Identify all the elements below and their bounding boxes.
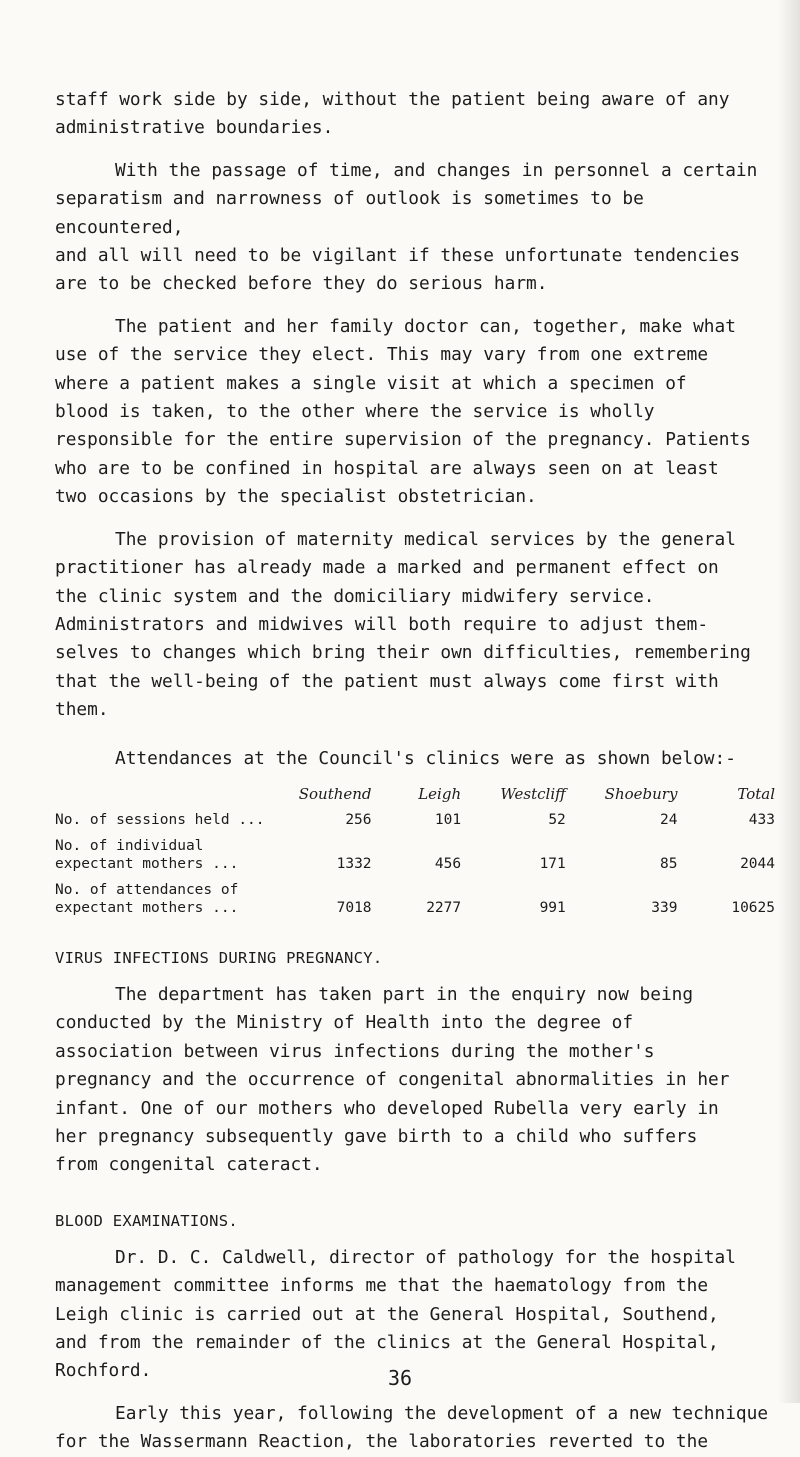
cell-value: 10625 <box>731 899 775 916</box>
column-header-westcliff: Westcliff <box>500 784 566 803</box>
paragraph-continuation: staff work side by side, without the patient being aware of any administrative boundaries. <box>55 89 730 139</box>
cell-value: 7018 <box>336 899 372 916</box>
cell-value: 456 <box>434 855 462 872</box>
row-label: No. of individual expectant mothers ... <box>55 837 239 872</box>
table-header-row <box>55 785 775 811</box>
cell-value: 2044 <box>740 855 775 872</box>
cell-value: 171 <box>539 855 566 872</box>
row-label: No. of attendances of expectant mothers ... <box>55 881 239 916</box>
cell-value: 101 <box>434 811 462 828</box>
section-heading-virus: VIRUS INFECTIONS DURING PREGNANCY. <box>55 948 383 967</box>
table-row <box>55 811 775 837</box>
paragraph-separatism: With the passage of time, and changes in personnel a certain separatism and narrowness of outlook is sometimes to be encountered, and all will need to be vigilant if these unfortunate tendencies are to be checked before they do serious harm. <box>55 159 758 295</box>
cell-value: 1332 <box>336 855 372 872</box>
section-heading-blood: BLOOD EXAMINATIONS. <box>55 1211 239 1230</box>
column-header-total: Total <box>737 784 775 803</box>
paragraph-maternity-services: The provision of maternity medical services by the general practitioner has already made a marked and permanent effect on the clinic system and the domiciliary midwifery service. Administrators and midwives will both require to adjust them- selves to changes which bring their own difficulties, remembering that the well-being of the patient must always come first with them. <box>55 528 751 721</box>
cell-value: 256 <box>345 811 372 828</box>
column-header-leigh: Leigh <box>418 784 462 803</box>
cell-value: 52 <box>548 811 566 828</box>
cell-value: 85 <box>659 855 678 872</box>
cell-value: 991 <box>539 899 566 916</box>
cell-value: 433 <box>748 811 775 828</box>
paragraph-pathology: Dr. D. C. Caldwell, director of pathology for the hospital management committee informs me that the haematology from the Leigh clinic is carried out at the General Hospital, Southend, and from the remainder of the clinics at the General Hospital, Rochford. <box>55 1246 736 1382</box>
page-number: 36 <box>387 1366 413 1390</box>
cell-value: 339 <box>651 899 678 916</box>
cell-value: 2277 <box>426 899 462 916</box>
column-header-southend: Southend <box>298 784 372 803</box>
paragraph-wassermann: Early this year, following the development of a new technique for the Wassermann Reaction, the laboratories reverted to the <box>55 1402 769 1453</box>
paragraph-virus-enquiry: The department has taken part in the enquiry now being conducted by the Ministry of Health into the degree of association between virus infections during the mother's pregnancy and the occurrence of congenital abnormalities in her infant. One of our mothers who developed Rubella very early in her pregnancy subsequently gave birth to a child who suffers from congenital cateract. <box>55 983 730 1176</box>
attendances-table <box>55 785 775 917</box>
column-header-shoebury: Shoebury <box>604 784 678 803</box>
paragraph-attendances-intro: Attendances at the Council's clinics were as shown below:- <box>115 747 736 769</box>
table-row <box>55 837 775 881</box>
cell-value: 24 <box>659 811 678 828</box>
document-body <box>55 86 775 1457</box>
page-edge-shadow <box>778 0 800 1403</box>
paragraph-service-use: The patient and her family doctor can, together, make what use of the service they elect. This may vary from one extreme where a patient makes a single visit at which a specimen of blood is taken, to the other where the service is wholly responsible for the entire supervision of the pregnancy. Patients who are to be confined in hospital are always seen on at least two occasions by the specialist obstetrician. <box>55 315 751 508</box>
table-header-blank <box>55 785 299 811</box>
row-label: No. of sessions held ... <box>55 811 265 828</box>
table-row <box>55 881 775 917</box>
